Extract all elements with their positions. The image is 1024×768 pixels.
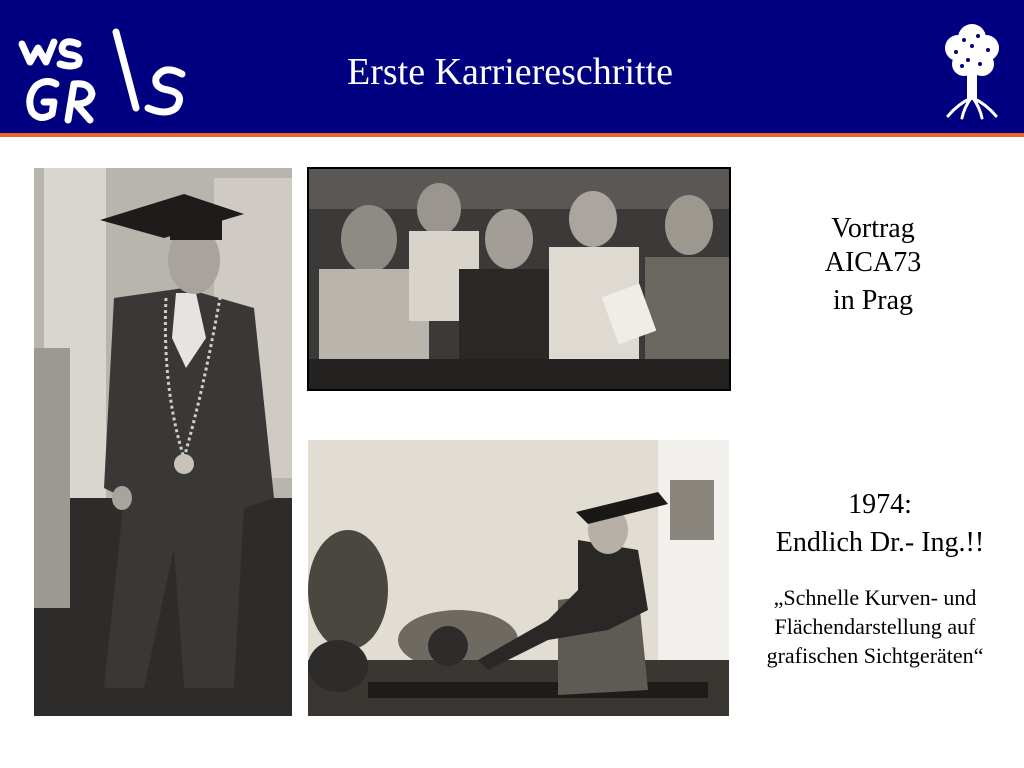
slide-title: Erste Karriereschritte [347,51,673,93]
caption-aica-line-3: in Prag [832,285,914,316]
caption-quote-line-1: „Schnelle Kurven- und [773,585,977,610]
caption-doctorate [740,486,1020,562]
wsgris-logo [16,22,196,126]
caption-quote-line-3: grafischen Sichtgeräten“ [766,643,984,668]
caption-dr-line-1: 1974: [848,489,912,520]
caption-dr-line-2: Endlich Dr.- Ing.!! [775,527,985,558]
caption-aica-lecture [773,212,973,318]
photo-graduate-portrait [34,168,292,716]
caption-aica-line-2: AICA73 [824,247,922,278]
header-accent-rule [0,133,1024,137]
tree-emblem-icon [938,20,1006,120]
caption-quote-line-2: Flächendarstellung auf [774,614,976,639]
photo-conference-audience [307,167,731,391]
photo-graduate-on-cart [308,440,729,716]
caption-dissertation-title [740,583,1010,670]
caption-aica-line-1: Vortrag [831,213,915,244]
